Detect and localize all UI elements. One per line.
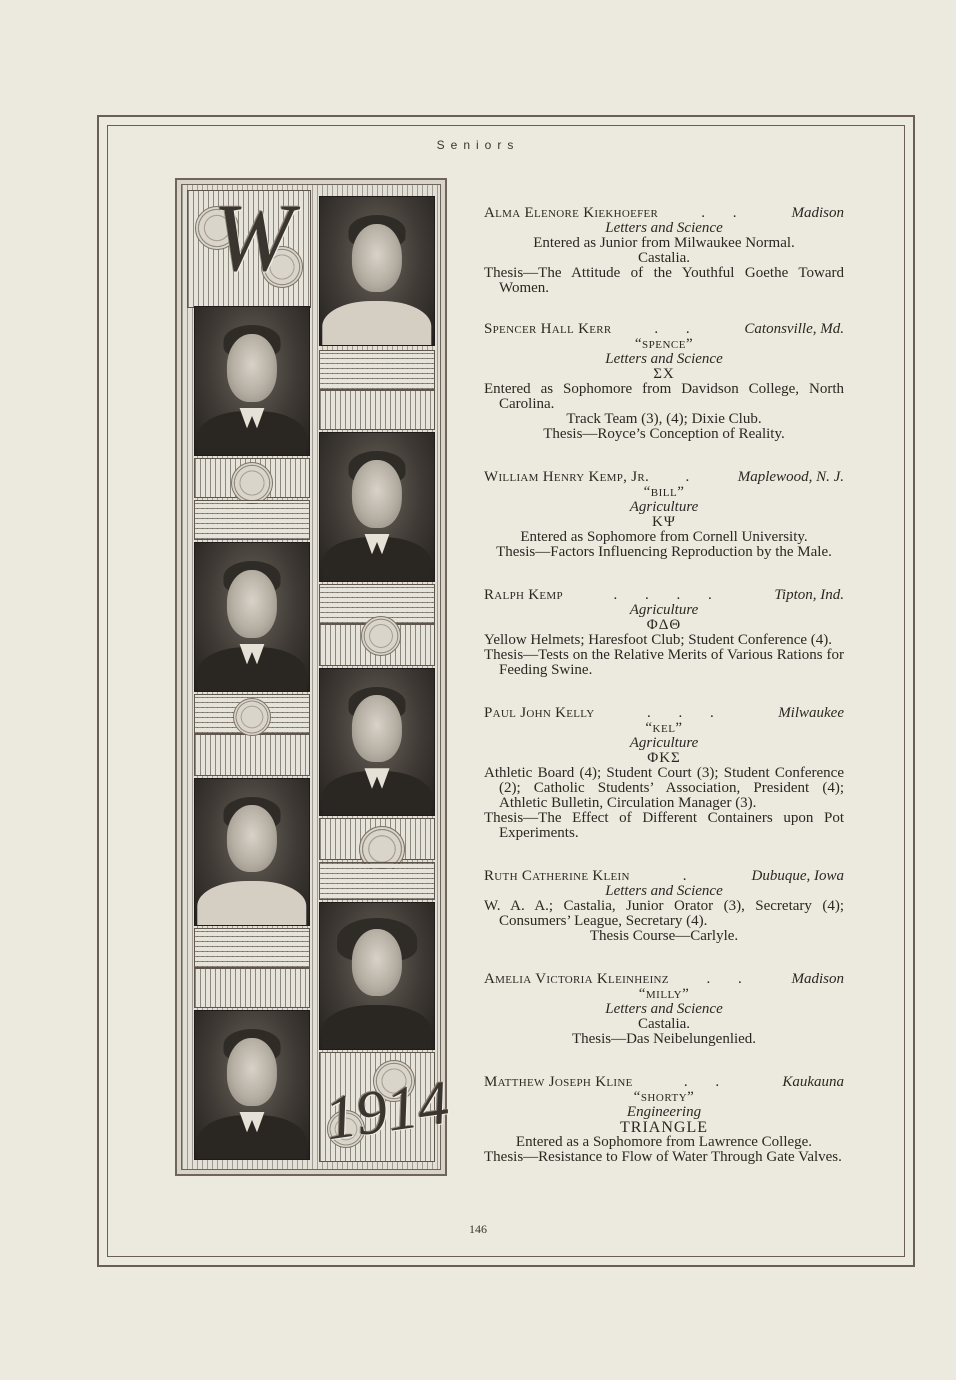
senior-name: Ruth Catherine Klein: [484, 868, 630, 884]
course: Agriculture: [629, 602, 699, 618]
entry-line: Thesis—Royce’s Conception of Reality.: [543, 426, 785, 442]
fraternity: KΨ: [652, 514, 676, 530]
senior-name: Ralph Kemp: [484, 587, 563, 603]
hometown: Dubuque, Iowa: [751, 868, 844, 884]
name-row: [484, 322, 844, 337]
senior-entry: [484, 206, 844, 296]
senior-entry: [484, 322, 844, 442]
senior-entry: [484, 1075, 844, 1165]
leader-dots: . .: [701, 205, 749, 221]
fraternity: ΦΚΣ: [647, 750, 681, 766]
leader-dots: . .: [706, 971, 754, 987]
entry-line: Thesis Course—Carlyle.: [589, 928, 739, 944]
name-row: [484, 1075, 844, 1090]
ornament-block: [194, 734, 310, 776]
hometown: Tipton, Ind.: [774, 587, 844, 603]
course: Agriculture: [629, 499, 699, 515]
hometown: Milwaukee: [778, 705, 844, 721]
senior-name: Matthew Joseph Kline: [484, 1074, 633, 1090]
leader-dots: . . . .: [613, 587, 724, 603]
name-row: [484, 588, 844, 603]
entry-line: Thesis—The Effect of Different Containers upon Pot Experiments.: [484, 810, 844, 841]
hometown: Madison: [791, 971, 844, 987]
senior-name: William Henry Kemp, Jr.: [484, 469, 650, 485]
fraternity: TRIANGLE: [620, 1119, 708, 1136]
leader-dots: . . .: [646, 705, 726, 721]
entry-line: Castalia.: [637, 250, 691, 266]
name-row: [484, 972, 844, 987]
senior-name: Spencer Hall Kerr: [484, 321, 612, 337]
ornament-block: [319, 350, 435, 390]
name-row: [484, 869, 844, 884]
nickname: “shorty”: [633, 1089, 695, 1105]
rose-ornament: [361, 616, 401, 656]
course: Letters and Science: [605, 883, 723, 899]
name-row: [484, 706, 844, 721]
course: Engineering: [626, 1104, 702, 1120]
entry-line: Yellow Helmets; Haresfoot Club; Student Conference (4).: [484, 632, 832, 648]
hometown: Kaukauna: [782, 1074, 844, 1090]
portrait-photo: [194, 1010, 310, 1160]
rose-ornament: [231, 462, 273, 504]
portrait-photo: [194, 542, 310, 692]
ornament-block: [194, 928, 310, 968]
senior-entry: [484, 869, 844, 944]
entry-line: Thesis—The Attitude of the Youthful Goethe Toward Women.: [484, 265, 844, 296]
entry-line: Castalia.: [637, 1016, 691, 1032]
entry-line: Entered as Sophomore from Cornell University.: [520, 529, 808, 545]
entry-line: Thesis—Factors Influencing Reproduction by the Male.: [496, 544, 832, 560]
portrait-photo: [319, 432, 435, 582]
fraternity: ΦΔΘ: [646, 617, 682, 633]
entry-line: Thesis—Das Neibelungenlied.: [571, 1031, 757, 1047]
nickname: “kel”: [645, 720, 683, 736]
ornament-block: [194, 500, 310, 540]
senior-entries: [484, 206, 844, 1165]
monogram-w: W: [213, 184, 293, 291]
entry-line: Entered as a Sophomore from Lawrence College.: [515, 1134, 813, 1150]
course: Letters and Science: [605, 1001, 723, 1017]
entry-line: Athletic Board (4); Student Court (3); Student Conference (2); Catholic Students’ Association, President (4); Athletic Bulletin, Circulation Manager (3).: [484, 765, 844, 811]
entry-line: Thesis—Resistance to Flow of Water Through Gate Valves.: [484, 1149, 842, 1165]
entry-line: W. A. A.; Castalia, Junior Orator (3), Secretary (4); Consumers’ League, Secretary (4).: [484, 898, 844, 929]
page-number: 146: [469, 1222, 487, 1236]
hometown: Catonsville, Md.: [744, 321, 844, 337]
nickname: “spence”: [634, 336, 694, 352]
portrait-photo: [319, 902, 435, 1050]
senior-entry: [484, 706, 844, 841]
ornament-block: [194, 968, 310, 1008]
nickname: “milly”: [638, 986, 690, 1002]
portrait-photo: [194, 306, 310, 456]
page-header: Seniors: [436, 138, 520, 152]
course: Agriculture: [629, 735, 699, 751]
senior-entry: [484, 972, 844, 1047]
ornament-block: [319, 390, 435, 430]
ornament-block: [319, 862, 435, 900]
name-row: [484, 206, 844, 221]
entry-line: Entered as Sophomore from Davidson College, North Carolina.: [484, 381, 844, 412]
nickname: “bill”: [643, 484, 685, 500]
hometown: Madison: [791, 205, 844, 221]
course: Letters and Science: [605, 220, 723, 236]
leader-dots: .: [685, 469, 702, 485]
senior-name: Paul John Kelly: [484, 705, 595, 721]
portrait-photo: [194, 778, 310, 926]
senior-name: Alma Elenore Kiekhoefer: [484, 205, 659, 221]
senior-entry: [484, 470, 844, 560]
portrait-photo: [319, 668, 435, 816]
fraternity: ΣX: [653, 366, 675, 382]
senior-entry: [484, 588, 844, 678]
entry-line: Track Team (3), (4); Dixie Club.: [566, 411, 762, 427]
portrait-photo: [319, 196, 435, 346]
leader-dots: . .: [654, 321, 702, 337]
leader-dots: .: [682, 868, 699, 884]
hometown: Maplewood, N. J.: [737, 469, 844, 485]
leader-dots: . .: [683, 1074, 732, 1090]
monogram-1914: 1914: [320, 1068, 454, 1154]
course: Letters and Science: [605, 351, 723, 367]
name-row: [484, 470, 844, 485]
portrait-strip: [175, 178, 454, 1176]
entry-line: Thesis—Tests on the Relative Merits of Various Rations for Feeding Swine.: [484, 647, 844, 678]
senior-name: Amelia Victoria Kleinheinz: [484, 971, 669, 987]
rose-ornament: [233, 698, 271, 736]
entry-line: Entered as Junior from Milwaukee Normal.: [533, 235, 795, 251]
